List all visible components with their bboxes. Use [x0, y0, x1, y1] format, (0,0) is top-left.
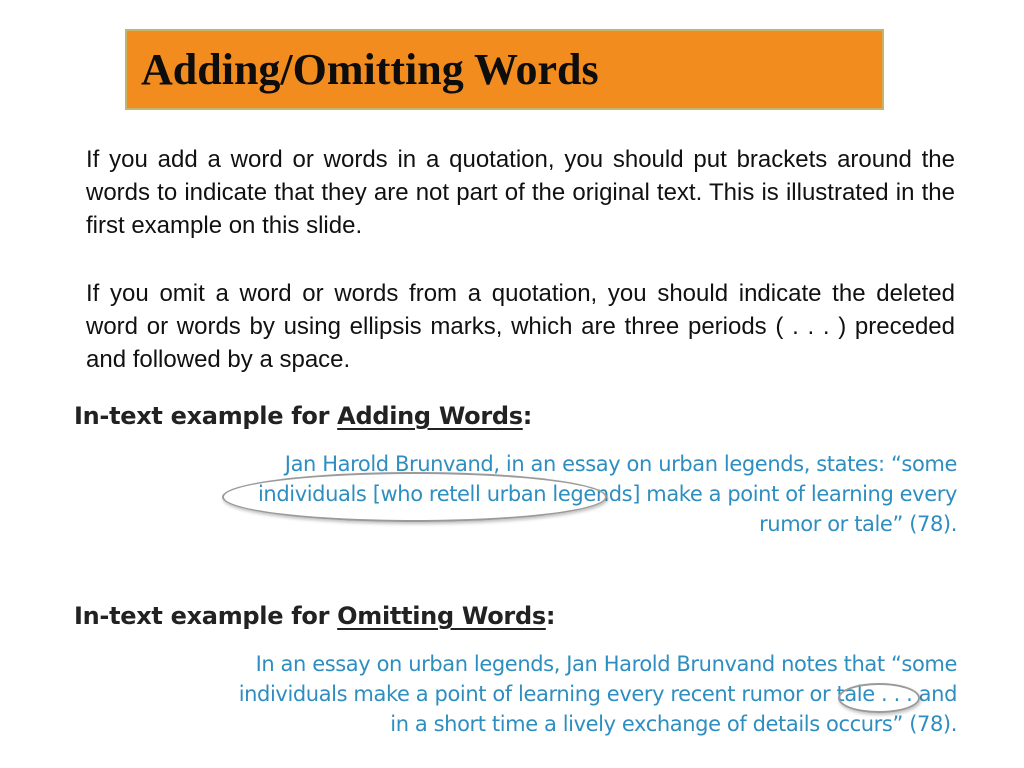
paragraph-omitting: If you omit a word or words from a quotation, you should indicate the deleted word or words by using ellipsis marks, which are three periods ( . . . ) preceded and followed by a space. — [86, 280, 955, 373]
highlight-oval-brackets — [222, 472, 607, 522]
quote-line: In an essay on urban legends, Jan Harold Brunvand notes that “some — [255, 652, 957, 676]
paragraph-adding: If you add a word or words in a quotation, you should put brackets around the words to indicate that they are not part of the original text. This is illustrated in the first example on this slide. — [86, 146, 955, 239]
slide-title: Adding/Omitting Words — [141, 45, 599, 94]
heading-emphasis: Omitting Words — [337, 602, 546, 630]
heading-suffix: : — [522, 402, 533, 430]
heading-suffix: : — [545, 602, 556, 630]
quote-line: individuals [who retell urban legends] make a point of learning every — [257, 482, 957, 506]
quote-line: rumor or tale” (78). — [759, 512, 957, 536]
heading-emphasis: Adding Words — [337, 402, 523, 430]
quote-line: in a short time a lively exchange of details occurs” (78). — [390, 712, 957, 736]
example-heading-omitting — [74, 600, 555, 632]
highlight-oval-ellipsis — [838, 683, 920, 713]
heading-prefix: In-text example for — [74, 402, 338, 430]
title-banner — [125, 29, 884, 110]
heading-prefix: In-text example for — [74, 602, 338, 630]
quote-line: Jan Harold Brunvand, in an essay on urban legends, states: “some — [284, 452, 957, 476]
example-heading-adding — [74, 400, 532, 432]
quote-line: individuals make a point of learning every recent rumor or tale . . . and — [238, 682, 957, 706]
